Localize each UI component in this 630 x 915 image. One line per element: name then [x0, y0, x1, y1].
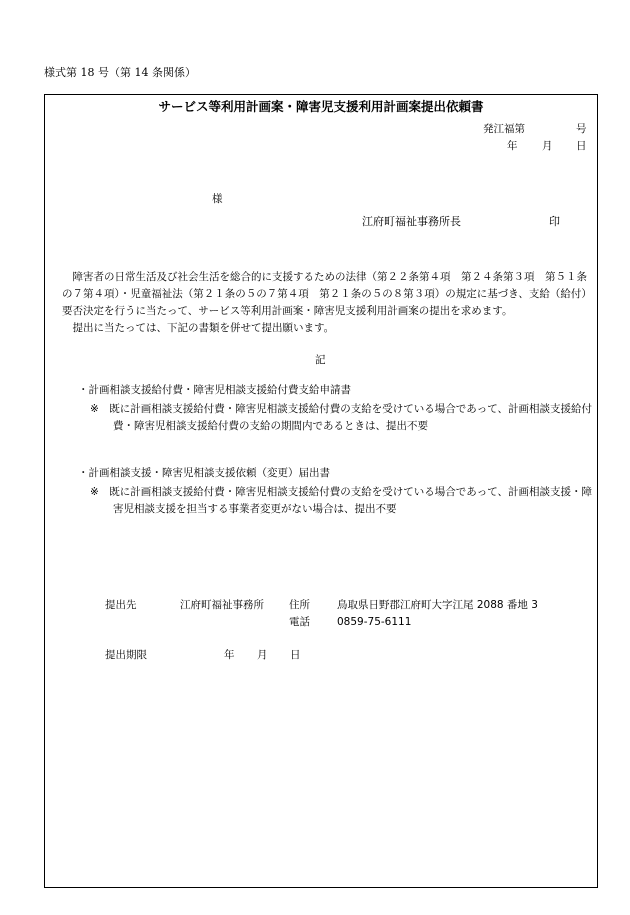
- doc-number-suffix: 号: [576, 123, 587, 135]
- deadline-month: 月: [257, 649, 268, 661]
- phone-value: 0859-75-6111: [337, 616, 412, 628]
- sender-name: 江府町福祉事務所長: [362, 215, 461, 228]
- deadline-day: 日: [290, 649, 301, 661]
- submission-office: 江府町福祉事務所: [180, 599, 264, 611]
- ki-heading: 記: [315, 354, 326, 366]
- item-2-note: ※ 既に計画相談支援給付費・障害児相談支援給付費の支給を受けている場合であって、計画相談支援・障害児相談支援を担当する事業者変更がない場合は、提出不要: [90, 486, 592, 515]
- deadline-year: 年: [224, 649, 235, 661]
- date-month: 月: [542, 140, 553, 152]
- document-title: サービス等利用計画案・障害児支援利用計画案提出依頼書: [158, 99, 484, 114]
- address-value: 鳥取県日野郡江府町大字江尾 2088 番地 3: [337, 599, 538, 611]
- date-year: 年: [507, 140, 518, 152]
- item-2-label: ・計画相談支援・障害児相談支援依頼（変更）届出書: [78, 467, 330, 479]
- item-1-note: ※ 既に計画相談支援給付費・障害児相談支援給付費の支給を受けている場合であって、計画相談支援給付費・障害児相談支援給付費の支給の期間内であるときは、提出不要: [90, 403, 592, 432]
- body-paragraph-1: 障害者の日常生活及び社会生活を総合的に支援するための法律（第２２条第４項 第２４条第３項 第５１条の７第４項）・児童福祉法（第２１条の５の７第４項 第２１条の５の８第３項）の規定に基づき、支給（給付）要否決定を行うに当たって、サービス等利用計画案・障害児支援利用計画案の提出を求めます。: [62, 271, 587, 317]
- form-number: 様式第 18 号（第 14 条関係）: [44, 66, 196, 79]
- body-paragraph-2: 提出に当たっては、下記の書類を併せて提出願います。: [72, 322, 335, 334]
- recipient-honorific: 様: [212, 193, 223, 205]
- address-label: 住所: [289, 599, 310, 611]
- document-frame: [44, 94, 598, 888]
- doc-number-prefix: 発江福第: [483, 123, 525, 135]
- date-day: 日: [576, 140, 587, 152]
- deadline-label: 提出期限: [105, 649, 147, 661]
- phone-label: 電話: [289, 616, 310, 628]
- seal-mark: 印: [549, 215, 560, 228]
- submission-label: 提出先: [105, 599, 137, 611]
- item-1-label: ・計画相談支援給付費・障害児相談支援給付費支給申請書: [78, 384, 351, 396]
